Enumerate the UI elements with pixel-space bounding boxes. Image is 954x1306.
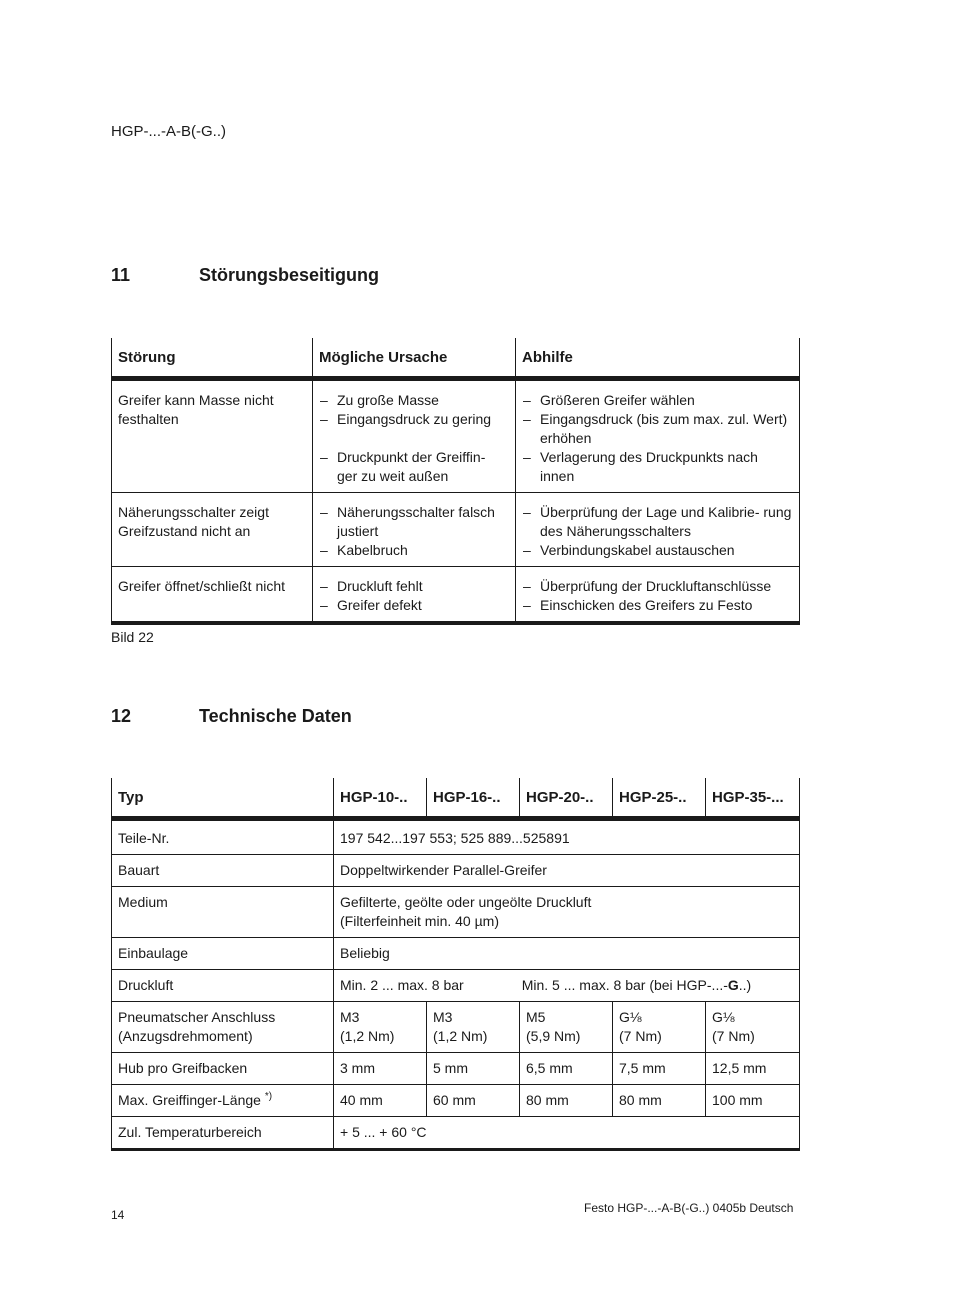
row-label: Einbaulage: [112, 938, 334, 970]
table-row: [112, 379, 800, 493]
table-row: [112, 1085, 800, 1117]
footer-doc-ref: Festo HGP-...-A-B(-G..) 0405b Deutsch: [584, 1201, 794, 1215]
connection-cell: [520, 1002, 613, 1053]
fault-cell: Näherungsschalter zeigt Greifzustand nicht an: [112, 493, 313, 567]
troubleshooting-table: [111, 338, 800, 625]
section-heading-troubleshooting: [111, 265, 379, 286]
temperature-value: + 5 ... + 60 °C: [334, 1117, 800, 1150]
section-number: 11: [111, 265, 131, 285]
row-label: Teile-Nr.: [112, 819, 334, 855]
table-row: [112, 493, 800, 567]
column-header-hgp16: HGP-16-..: [427, 778, 520, 819]
finger-length-label: Max. Greiffinger-Länge: [118, 1092, 261, 1108]
torque: (7 Nm): [712, 1028, 755, 1044]
connection-cell: [706, 1002, 800, 1053]
stroke-cell: 5 mm: [427, 1053, 520, 1085]
figure-caption: Bild 22: [111, 629, 154, 645]
remedy-cell: [516, 493, 800, 567]
column-header-fault: Störung: [112, 338, 313, 379]
pressure-value: [334, 970, 800, 1002]
remedy-cell: [516, 567, 800, 624]
list-item: – Verbindungskabel austauschen: [522, 541, 793, 560]
list-item: – Verlagerung des Druckpunkts nach innen: [522, 448, 793, 486]
row-label: Zul. Temperaturbereich: [112, 1117, 334, 1150]
table-row: [112, 1053, 800, 1085]
list-item: – Näherungsschalter falsch justiert: [319, 503, 509, 541]
pressure-standard: Min. 2 ... max. 8 bar: [340, 977, 464, 993]
thread-size: M3: [340, 1009, 360, 1025]
list-item: – Zu große Masse: [319, 391, 509, 410]
medium-line: (Filterfeinheit min. 40 µm): [340, 913, 499, 929]
list-item: – Einschicken des Greifers zu Festo: [522, 596, 793, 615]
row-label: Bauart: [112, 855, 334, 887]
stroke-cell: 7,5 mm: [613, 1053, 706, 1085]
list-item: – Druckpunkt der Greiffin- ger zu weit außen: [319, 448, 509, 486]
page-number: 14: [111, 1208, 125, 1222]
connection-cell: [334, 1002, 427, 1053]
table-row: [112, 855, 800, 887]
finger-length-cell: 40 mm: [334, 1085, 427, 1117]
fault-cell: Greifer kann Masse nicht festhalten: [112, 379, 313, 493]
section-heading-technical-data: [111, 706, 352, 727]
thread-size: G⅛: [712, 1009, 735, 1025]
cause-cell: [313, 493, 516, 567]
column-header-hgp35: HGP-35-...: [706, 778, 800, 819]
finger-length-cell: 60 mm: [427, 1085, 520, 1117]
section-title: Störungsbeseitigung: [199, 265, 379, 285]
thread-size: G⅛: [619, 1009, 642, 1025]
list-item: – Kabelbruch: [319, 541, 509, 560]
column-header-hgp10: HGP-10-..: [334, 778, 427, 819]
table-row: [112, 887, 800, 938]
cause-cell: [313, 379, 516, 493]
connection-sublabel: (Anzugsdrehmoment): [118, 1028, 253, 1044]
list-item: – Greifer defekt: [319, 596, 509, 615]
connection-label: Pneumatscher Anschluss: [118, 1009, 276, 1025]
table-row: [112, 567, 800, 624]
finger-length-cell: 80 mm: [520, 1085, 613, 1117]
row-label: Hub pro Greifbacken: [112, 1053, 334, 1085]
table-row: [112, 819, 800, 855]
medium-value: [334, 887, 800, 938]
stroke-cell: 6,5 mm: [520, 1053, 613, 1085]
list-item: – Überprüfung der Druckluftanschlüsse: [522, 577, 793, 596]
footnote-mark: *): [264, 1091, 273, 1102]
row-label: [112, 1002, 334, 1053]
row-label: Druckluft: [112, 970, 334, 1002]
row-label: Medium: [112, 887, 334, 938]
table-header-row: [112, 338, 800, 379]
list-item: – Überprüfung der Lage und Kalibrie- rung des Näherungsschalters: [522, 503, 793, 541]
section-number: 12: [111, 706, 132, 726]
table-row: [112, 970, 800, 1002]
pressure-g-suffix: ..): [738, 977, 752, 993]
thread-size: M5: [526, 1009, 546, 1025]
column-header-cause: Mögliche Ursache: [313, 338, 516, 379]
thread-size: M3: [433, 1009, 453, 1025]
stroke-cell: 3 mm: [334, 1053, 427, 1085]
column-header-hgp25: HGP-25-..: [613, 778, 706, 819]
column-header-remedy: Abhilfe: [516, 338, 800, 379]
technical-data-table: [111, 778, 800, 1151]
connection-cell: [613, 1002, 706, 1053]
table-header-row: [112, 778, 800, 819]
list-item: – Eingangsdruck (bis zum max. zul. Wert) erhöhen: [522, 410, 793, 448]
pressure-g-prefix: Min. 5 ... max. 8 bar (bei HGP-...-: [521, 977, 728, 993]
cause-cell: [313, 567, 516, 624]
row-label: [112, 1085, 334, 1117]
remedy-cell: [516, 379, 800, 493]
mounting-value: Beliebig: [334, 938, 800, 970]
table-row: [112, 1117, 800, 1150]
column-header-hgp20: HGP-20-..: [520, 778, 613, 819]
torque: (1,2 Nm): [340, 1028, 395, 1044]
section-title: Technische Daten: [199, 706, 352, 726]
list-item: – Größeren Greifer wählen: [522, 391, 793, 410]
torque: (5,9 Nm): [526, 1028, 581, 1044]
column-header-type: Typ: [112, 778, 334, 819]
table-row: [112, 1002, 800, 1053]
torque: (1,2 Nm): [433, 1028, 488, 1044]
torque: (7 Nm): [619, 1028, 662, 1044]
pressure-g-variant: [522, 977, 752, 993]
design-value: Doppeltwirkender Parallel-Greifer: [334, 855, 800, 887]
list-item: – Druckluft fehlt: [319, 577, 509, 596]
list-item: – Eingangsdruck zu gering: [319, 410, 509, 429]
medium-line: Gefilterte, geölte oder ungeölte Druckluft: [340, 894, 592, 910]
stroke-cell: 12,5 mm: [706, 1053, 800, 1085]
fault-cell: Greifer öffnet/schließt nicht: [112, 567, 313, 624]
connection-cell: [427, 1002, 520, 1053]
part-number-value: 197 542...197 553; 525 889...525891: [334, 819, 800, 855]
finger-length-cell: 100 mm: [706, 1085, 800, 1117]
table-row: [112, 938, 800, 970]
header-product-code: HGP-...-A-B(-G..): [111, 123, 226, 140]
pressure-g-bold: G: [727, 977, 739, 993]
finger-length-cell: 80 mm: [613, 1085, 706, 1117]
